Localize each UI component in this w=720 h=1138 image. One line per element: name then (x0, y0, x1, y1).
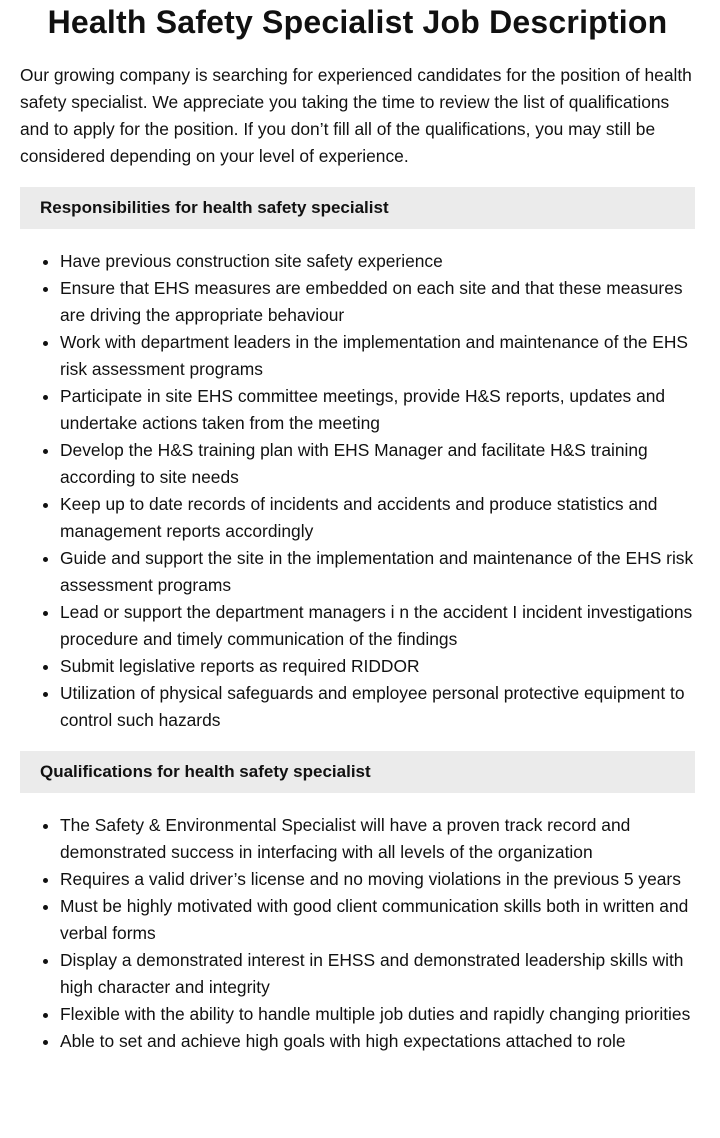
job-description-page (20, 0, 695, 1055)
list-item: • Requires a valid driver’s license and no moving violations in the previous 5 years (60, 866, 695, 893)
list-item: • Guide and support the site in the implementation and maintenance of the EHS risk assessment programs (60, 545, 695, 599)
list-item: • Utilization of physical safeguards and employee personal protective equipment to control such hazards (60, 680, 695, 734)
list-item: • Ensure that EHS measures are embedded on each site and that these measures are driving the appropriate behaviour (60, 275, 695, 329)
list-item: • The Safety & Environmental Specialist will have a proven track record and demonstrated success in interfacing with all levels of the organization (60, 812, 695, 866)
list-item: • Participate in site EHS committee meetings, provide H&S reports, updates and undertake actions taken from the meeting (60, 383, 695, 437)
responsibilities-heading: Responsibilities for health safety specialist (20, 187, 695, 229)
list-item: • Display a demonstrated interest in EHSS and demonstrated leadership skills with high character and integrity (60, 947, 695, 1001)
qualifications-list (20, 812, 695, 1055)
qualifications-heading: Qualifications for health safety specialist (20, 751, 695, 793)
list-item: • Lead or support the department managers i n the accident I incident investigations procedure and timely communication of the findings (60, 599, 695, 653)
list-item: • Submit legislative reports as required RIDDOR (60, 653, 695, 680)
list-item: • Keep up to date records of incidents and accidents and produce statistics and management reports accordingly (60, 491, 695, 545)
page-title: Health Safety Specialist Job Description (47, 4, 668, 40)
intro-paragraph: Our growing company is searching for experienced candidates for the position of health safety specialist. We appreciate you taking the time to review the list of qualifications and to apply for the position. If you don’t fill all of the qualifications, you may still be considered depending on your level of experience. (20, 65, 692, 166)
list-item: • Must be highly motivated with good client communication skills both in written and verbal forms (60, 893, 695, 947)
list-item: • Able to set and achieve high goals with high expectations attached to role (60, 1028, 695, 1055)
list-item: • Develop the H&S training plan with EHS Manager and facilitate H&S training according to site needs (60, 437, 695, 491)
responsibilities-list (20, 248, 695, 734)
list-item: • Have previous construction site safety experience (60, 248, 695, 275)
list-item: • Work with department leaders in the implementation and maintenance of the EHS risk assessment programs (60, 329, 695, 383)
list-item: • Flexible with the ability to handle multiple job duties and rapidly changing priorities (60, 1001, 695, 1028)
